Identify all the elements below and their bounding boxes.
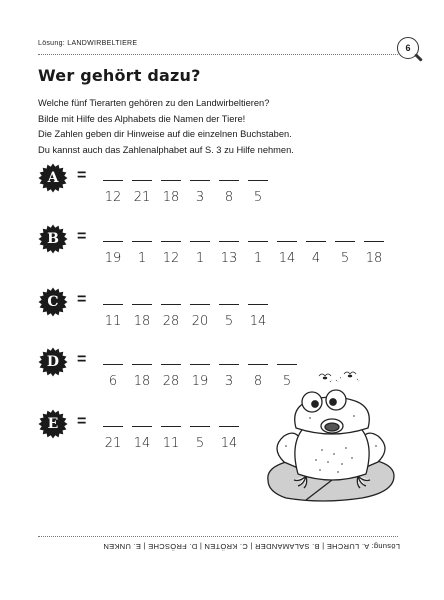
answer-blank[interactable] [190,426,210,427]
instruction-line: Du kannst auch das Zahlenalphabet auf S. 3 zu Hilfe nehmen. [38,144,294,155]
answer-blank[interactable] [132,304,152,305]
answer-blank[interactable] [103,180,123,181]
answer-blank[interactable] [103,426,123,427]
answer-blank[interactable] [248,241,268,242]
answer-blank[interactable] [190,304,210,305]
letter-number-hint: 6 [108,374,118,389]
letter-number-hint: 28 [162,374,180,389]
equals-sign: = [77,291,87,308]
answer-blank[interactable] [364,241,384,242]
letter-number-hint: 5 [224,314,234,329]
answer-blank[interactable] [190,180,210,181]
letter-number-hint: 14 [220,436,238,451]
answer-blank[interactable] [103,364,123,365]
letter-number-hint: 5 [340,251,350,266]
puzzle-letter: D [46,354,60,370]
answer-blank[interactable] [277,364,297,365]
page-title: Wer gehört dazu? [38,66,201,85]
letter-number-hint: 20 [191,314,209,329]
letter-number-hint: 5 [195,436,205,451]
puzzle-letter: C [47,294,59,310]
letter-number-hint: 21 [104,436,122,451]
footer-divider [38,536,398,537]
letter-number-hint: 14 [249,314,267,329]
answer-blank[interactable] [132,180,152,181]
letter-number-hint: 21 [133,190,151,205]
solution-topic: LANDWIRBELTIERE [67,40,138,47]
letter-number-hint: 18 [365,251,383,266]
letter-number-hint: 11 [162,436,180,451]
letter-number-hint: 8 [253,374,263,389]
solution-prefix: Lösung: [38,40,68,47]
answer-blank[interactable] [132,241,152,242]
letter-number-hint: 5 [253,190,263,205]
answer-blank[interactable] [190,241,210,242]
answer-blank[interactable] [103,304,123,305]
answer-blank[interactable] [248,180,268,181]
answer-blank[interactable] [132,426,152,427]
starburst-badge-icon [38,224,68,254]
answer-blank[interactable] [190,364,210,365]
answer-blank[interactable] [335,241,355,242]
letter-number-hint: 19 [191,374,209,389]
letter-number-hint: 1 [137,251,147,266]
answer-blank[interactable] [103,241,123,242]
answer-blank[interactable] [277,241,297,242]
magnifier-handle-icon [414,53,422,61]
letter-number-hint: 8 [224,190,234,205]
letter-number-hint: 12 [104,190,122,205]
letter-number-hint: 1 [195,251,205,266]
answer-blank[interactable] [219,241,239,242]
instruction-line: Die Zahlen geben dir Hinweise auf die einzelnen Buchstaben. [38,129,292,140]
answer-blank[interactable] [248,364,268,365]
instruction-line: Bilde mit Hilfe des Alphabets die Namen der Tiere! [38,113,246,124]
equals-sign: = [77,351,87,368]
letter-number-hint: 14 [133,436,151,451]
letter-number-hint: 1 [253,251,263,266]
instruction-line: Welche fünf Tierarten gehören zu den Landwirbeltieren? [38,98,270,108]
frog-on-lily-pad-icon [262,388,402,508]
letter-number-hint: 28 [162,314,180,329]
answer-blank[interactable] [219,364,239,365]
answer-blank[interactable] [306,241,326,242]
letter-number-hint: 12 [162,251,180,266]
answer-blank[interactable] [248,304,268,305]
letter-number-hint: 13 [220,251,238,266]
puzzle-letter: A [47,170,59,186]
letter-number-hint: 4 [311,251,321,266]
instructions [38,96,294,158]
starburst-badge-icon [38,287,68,317]
equals-sign: = [77,228,87,245]
letter-number-hint: 11 [104,314,122,329]
puzzle-letter: B [47,231,59,247]
letter-number-hint: 14 [278,251,296,266]
flies-icon [316,368,362,386]
letter-number-hint: 3 [224,374,234,389]
answer-blank[interactable] [161,426,181,427]
answer-blank[interactable] [161,304,181,305]
answer-key: Lösung: A. LURCHE | B. SALAMANDER | C. KRÖTEN | D. FRÖSCHE | E. UNKEN [103,542,400,551]
answer-blank[interactable] [219,180,239,181]
letter-number-hint: 18 [133,374,151,389]
answer-blank[interactable] [132,364,152,365]
answer-blank[interactable] [161,364,181,365]
answer-blank[interactable] [161,180,181,181]
letter-number-hint: 3 [195,190,205,205]
solution-header [38,40,398,55]
letter-number-hint: 18 [133,314,151,329]
starburst-badge-icon [38,409,68,439]
letter-number-hint: 18 [162,190,180,205]
answer-blank[interactable] [219,426,239,427]
starburst-badge-icon [38,163,68,193]
page-number: 6 [405,43,411,53]
letter-number-hint: 19 [104,251,122,266]
puzzle-letter: E [47,416,59,432]
equals-sign: = [77,167,87,184]
equals-sign: = [77,413,87,430]
starburst-badge-icon [38,347,68,377]
answer-blank[interactable] [219,304,239,305]
answer-blank[interactable] [161,241,181,242]
letter-number-hint: 5 [282,374,292,389]
